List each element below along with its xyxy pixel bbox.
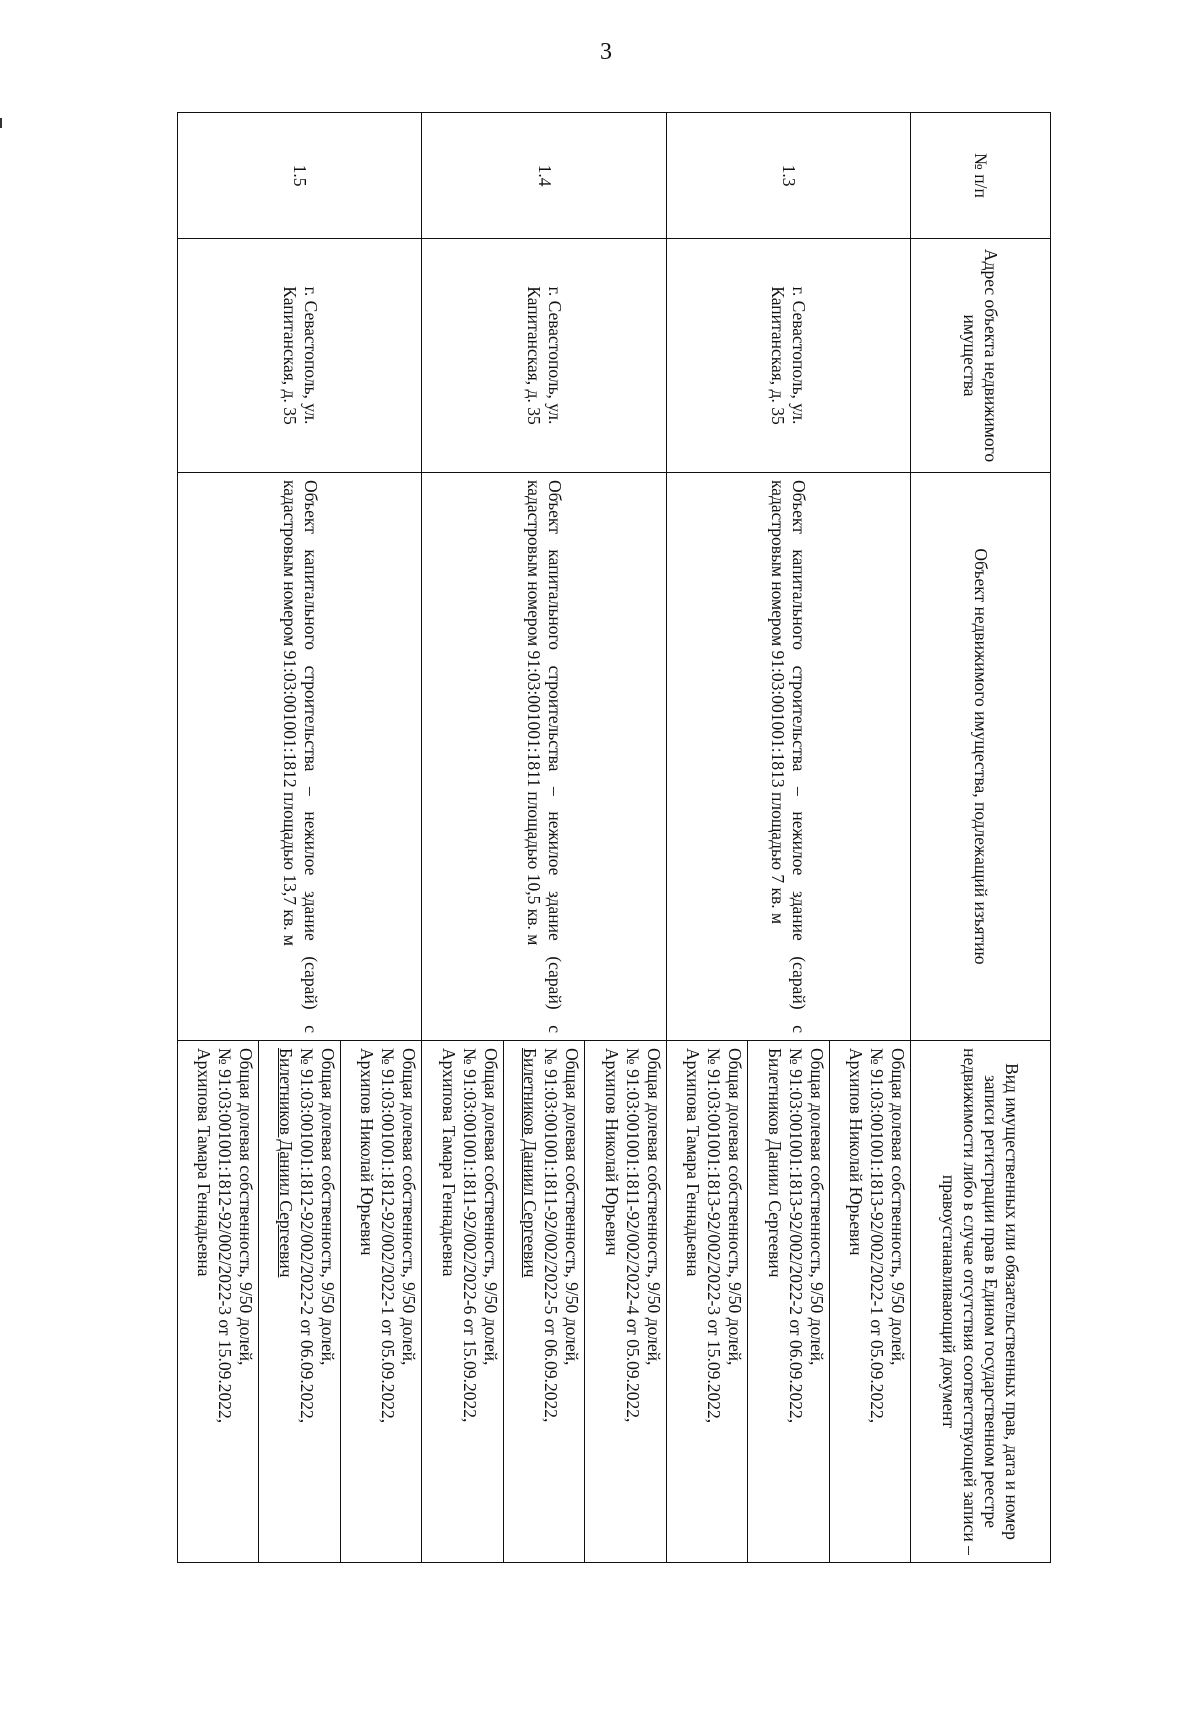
right-line: Общая долевая собственность, 9/50 долей, — [643, 1048, 664, 1366]
scan-edge-mark — [0, 118, 2, 128]
page-number: 3 — [600, 39, 612, 65]
cell-object: Объект капитального строительства – нежилое здание (сарай) с кадастровым номером 91:03:001001:1811 площадью 10,5 кв. м — [422, 473, 666, 1041]
right-line: № 91:03:001001:1813-92/002/2022-1 от 05.09.2022, — [867, 1048, 887, 1424]
table-row — [585, 113, 666, 1563]
right-line: Общая долевая собственность, 9/50 долей, — [236, 1048, 257, 1366]
right-line: № 91:03:001001:1812-92/002/2022-1 от 05.09.2022, — [378, 1048, 399, 1424]
right-owner: Архипова Тамара Геннадьевна — [194, 1048, 215, 1277]
cell-address: г. Севастополь, ул. Капитанская, д. 35 — [178, 239, 422, 473]
right-line: № 91:03:001001:1812-92/002/2022-2 от 06.09.2022, — [296, 1048, 317, 1424]
right-line: № 91:03:001001:1811-92/002/2022-6 от 15.09.2022, — [459, 1048, 480, 1423]
right-owner: Билетников Даниил Сергеевич — [520, 1048, 541, 1278]
right-line: № 91:03:001001:1813-92/002/2022-3 от 15.09.2022, — [704, 1048, 725, 1424]
right-line: № 91:03:001001:1811-92/002/2022-4 от 05.09.2022, — [622, 1048, 643, 1423]
cell-right — [503, 1041, 584, 1563]
header-address: Адрес объекта недвижимого имущества — [911, 239, 1051, 473]
right-line: Общая долевая собственность, 9/50 долей, — [725, 1048, 746, 1366]
cell-right — [422, 1041, 503, 1563]
header-num: № п/п — [911, 113, 1051, 239]
right-owner: Билетников Даниил Сергеевич — [764, 1048, 785, 1278]
right-owner: Билетников Даниил Сергеевич — [275, 1048, 296, 1278]
table-header-row — [911, 113, 1051, 1563]
header-object: Объект недвижимого имущества, подлежащий изъятию — [911, 473, 1051, 1041]
right-line: № 91:03:001001:1812-92/002/2022-3 от 15.09.2022, — [215, 1048, 236, 1424]
right-owner: Архипов Николай Юрьевич — [846, 1048, 866, 1256]
header-rights: Вид имущественных или обязательственных прав, дата и номер записи регистрации прав в Едином государственном реестре недвижимости либо в случае отсутствия соответствующей записи – правоустанавливающий документ — [911, 1041, 1051, 1563]
cell-right — [585, 1041, 666, 1563]
cell-right — [666, 1041, 747, 1563]
right-line: Общая долевая собственность, 9/50 долей, — [317, 1048, 338, 1366]
rotated-table-container — [177, 112, 1051, 1562]
cell-right — [178, 1041, 260, 1563]
cell-right — [259, 1041, 340, 1563]
right-owner: Архипова Тамара Геннадьевна — [438, 1048, 459, 1277]
right-owner: Архипов Николай Юрьевич — [357, 1048, 378, 1256]
right-line: Общая долевая собственность, 9/50 долей, — [480, 1048, 501, 1366]
table-row — [829, 113, 910, 1563]
cell-num: 1.5 — [178, 113, 422, 239]
cell-object: Объект капитального строительства – нежилое здание (сарай) с кадастровым номером 91:03:001001:1812 площадью 13,7 кв. м — [178, 473, 422, 1041]
right-line: Общая долевая собственность, 9/50 долей, — [806, 1048, 827, 1366]
table-row — [340, 113, 421, 1563]
cell-num: 1.4 — [422, 113, 666, 239]
cell-num: 1.3 — [666, 113, 910, 239]
right-line: № 91:03:001001:1813-92/002/2022-2 от 06.09.2022, — [785, 1048, 806, 1424]
cell-address: г. Севастополь, ул. Капитанская, д. 35 — [422, 239, 666, 473]
right-line: Общая долевая собственность, 9/50 долей, — [888, 1048, 908, 1366]
cell-object: Объект капитального строительства – нежилое здание (сарай) с кадастровым номером 91:03:001001:1813 площадью 7 кв. м — [666, 473, 910, 1041]
right-line: Общая долевая собственность, 9/50 долей, — [399, 1048, 420, 1366]
right-line: № 91:03:001001:1811-92/002/2022-5 от 06.09.2022, — [541, 1048, 562, 1423]
right-owner: Архипов Николай Юрьевич — [601, 1048, 622, 1256]
right-line: Общая долевая собственность, 9/50 долей, — [562, 1048, 583, 1366]
cell-right — [748, 1041, 829, 1563]
cell-address: г. Севастополь, ул. Капитанская, д. 35 — [666, 239, 910, 473]
cell-right — [829, 1041, 910, 1563]
cell-right — [340, 1041, 421, 1563]
property-table — [177, 112, 1051, 1563]
right-owner: Архипова Тамара Геннадьевна — [683, 1048, 704, 1277]
